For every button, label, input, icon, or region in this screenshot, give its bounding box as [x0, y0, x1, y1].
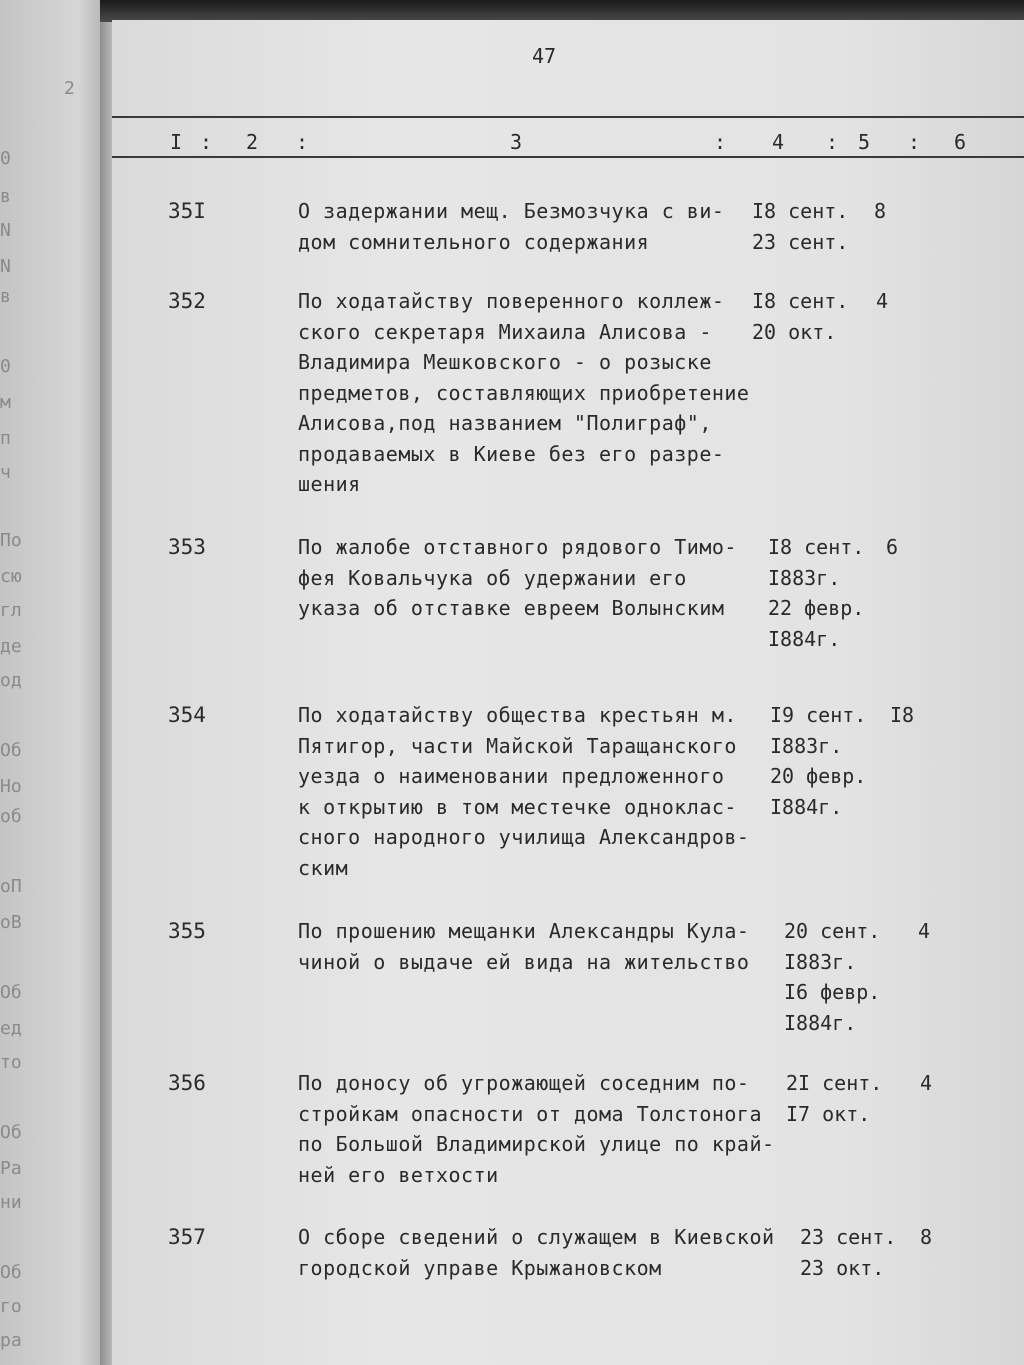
left-page-fragment: де — [0, 636, 22, 657]
column-header-4: 4 — [772, 130, 785, 154]
column-separator: : — [296, 130, 309, 154]
entry-sheets: 6 — [886, 535, 899, 559]
date-line: I884г. — [770, 794, 843, 819]
description-line: По ходатайству общества крестьян м. — [298, 703, 737, 727]
entry-number: 353 — [168, 535, 206, 559]
left-page-fragment: об — [0, 806, 22, 827]
description-line: к открытию в том местечке одноклас- — [298, 794, 737, 819]
description-line: Пятигор, части Майской Таращанского — [298, 733, 737, 758]
date-line: 23 сент. — [800, 1225, 897, 1249]
entry-sheets: 4 — [920, 1071, 933, 1095]
entry-description — [298, 196, 768, 257]
left-page-fragment: Об — [0, 982, 22, 1003]
description-line: О сборе сведений о служащем в Киевской — [298, 1225, 775, 1249]
date-line: 22 февр. — [768, 596, 865, 620]
left-page-fragment: ед — [0, 1018, 22, 1039]
description-line: По прошению мещанки Александры Кула- — [298, 919, 750, 943]
entry-description — [298, 532, 768, 624]
entry-number: 352 — [168, 289, 206, 313]
description-line: дом сомнительного содержания — [298, 229, 650, 254]
date-line: I9 сент. — [770, 703, 867, 727]
description-line: Алисова,под названием "Полиграф", — [298, 411, 712, 435]
entry-dates — [768, 532, 864, 654]
description-line: По ходатайству поверенного коллеж- — [298, 289, 725, 313]
description-line: шения — [298, 472, 361, 496]
description-line: фея Ковальчука об удержании его — [298, 565, 687, 590]
description-line: продаваемых в Киеве без его разре- — [298, 441, 725, 466]
description-line: стройкам опасности от дома Толстонога — [298, 1101, 763, 1126]
column-separator: : — [908, 130, 921, 154]
column-header-6: 6 — [954, 130, 967, 154]
date-line: I883г. — [768, 565, 841, 590]
left-page-fragment: гл — [0, 600, 22, 621]
entry-description — [298, 916, 768, 977]
description-line: указа об отставке евреем Волынским — [298, 596, 725, 620]
entry-dates — [752, 286, 848, 347]
description-line: О задержании мещ. Безмозчука с ви- — [298, 199, 725, 223]
date-line: 23 окт. — [800, 1255, 885, 1280]
date-line: I8 сент. — [752, 199, 849, 223]
header-top-rule — [112, 116, 1024, 118]
left-page-fragment: в — [0, 286, 11, 307]
entry-number: 357 — [168, 1225, 206, 1249]
column-header-3: 3 — [510, 130, 523, 154]
left-page-fragment: м — [0, 392, 11, 413]
description-line: городской управе Крыжановском — [298, 1255, 662, 1280]
entry-number: 356 — [168, 1071, 206, 1095]
entry-dates — [770, 700, 866, 822]
date-line: 20 сент. — [784, 919, 881, 943]
left-page-fragment: оВ — [0, 912, 22, 933]
left-page-fragment: По — [0, 530, 22, 551]
date-line: 20 февр. — [770, 764, 867, 788]
description-line: чиной о выдаче ей вида на жительство — [298, 949, 750, 974]
entry-dates — [786, 1068, 882, 1129]
entry-sheets: I8 — [890, 703, 915, 727]
page-number: 47 — [532, 44, 557, 68]
column-header-2: 2 — [246, 130, 259, 154]
date-line: I8 сент. — [768, 535, 865, 559]
left-page-fragment: од — [0, 670, 22, 691]
left-page-fragment: сю — [0, 566, 22, 587]
entry-number: 355 — [168, 919, 206, 943]
entry-dates — [784, 916, 880, 1038]
document-page — [112, 20, 1024, 1365]
description-line: предметов, составляющих приобретение — [298, 380, 750, 405]
entry-number: 354 — [168, 703, 206, 727]
date-line: 23 сент. — [752, 229, 849, 254]
entry-dates — [752, 196, 848, 257]
date-line: I7 окт. — [786, 1101, 871, 1126]
left-page-fragment: ни — [0, 1192, 22, 1213]
date-line: I884г. — [784, 1010, 857, 1035]
left-page-fragment: 0 — [0, 148, 11, 169]
description-line: сного народного училища Александров- — [298, 825, 750, 849]
date-line: I6 февр. — [784, 980, 881, 1004]
left-page-fragment: в — [0, 186, 11, 207]
left-page-fragment: ч — [0, 462, 11, 483]
left-page-fragment: ра — [0, 1330, 22, 1351]
description-line: ней его ветхости — [298, 1162, 499, 1187]
left-page-fragment: оП — [0, 876, 22, 897]
description-line: уезда о наименовании предложенного — [298, 764, 725, 788]
description-line: ского секретаря Михаила Алисова - — [298, 319, 712, 344]
column-separator: : — [200, 130, 213, 154]
left-page-fragment: го — [0, 1296, 22, 1317]
left-page-fragment: Ра — [0, 1158, 22, 1179]
date-line: I8 сент. — [752, 289, 849, 313]
entry-description — [298, 1068, 775, 1190]
date-line: I883г. — [770, 733, 843, 758]
description-line: По жалобе отставного рядового Тимо- — [298, 535, 737, 559]
entry-sheets: 8 — [874, 199, 887, 223]
left-page-fragment: Но — [0, 776, 22, 797]
header-bottom-rule — [112, 156, 1024, 158]
entry-sheets: 4 — [876, 289, 889, 313]
entry-number: 35I — [168, 199, 206, 223]
left-page-fragment: Об — [0, 1122, 22, 1143]
entry-sheets: 8 — [920, 1225, 933, 1249]
left-page-fragment: Об — [0, 1262, 22, 1283]
description-line: по Большой Владимирской улице по край- — [298, 1132, 775, 1156]
left-page-fragment: Об — [0, 740, 22, 761]
column-separator: : — [826, 130, 839, 154]
entry-description — [298, 700, 768, 883]
column-header-5: 5 — [858, 130, 871, 154]
left-page-fragment: п — [0, 428, 11, 449]
left-page-edge — [0, 0, 112, 1365]
left-page-fragment: 2 — [64, 78, 75, 99]
entry-description — [298, 286, 768, 500]
entry-sheets: 4 — [918, 919, 931, 943]
top-shadow — [100, 0, 1024, 22]
description-line: ским — [298, 855, 349, 880]
date-line: I883г. — [784, 949, 857, 974]
date-line: I884г. — [768, 626, 841, 651]
entry-dates — [800, 1222, 896, 1283]
left-page-fragment: 0 — [0, 356, 11, 377]
description-line: Владимира Мешковского - о розыске — [298, 350, 712, 374]
description-line: По доносу об угрожающей соседним по- — [298, 1071, 750, 1095]
date-line: 20 окт. — [752, 319, 837, 344]
entry-description — [298, 1222, 775, 1283]
column-separator: : — [714, 130, 727, 154]
date-line: 2I сент. — [786, 1071, 883, 1095]
left-page-fragment: N — [0, 220, 11, 241]
left-page-fragment: то — [0, 1052, 22, 1073]
left-page-fragment: N — [0, 256, 11, 277]
column-header-1: I — [170, 130, 183, 154]
